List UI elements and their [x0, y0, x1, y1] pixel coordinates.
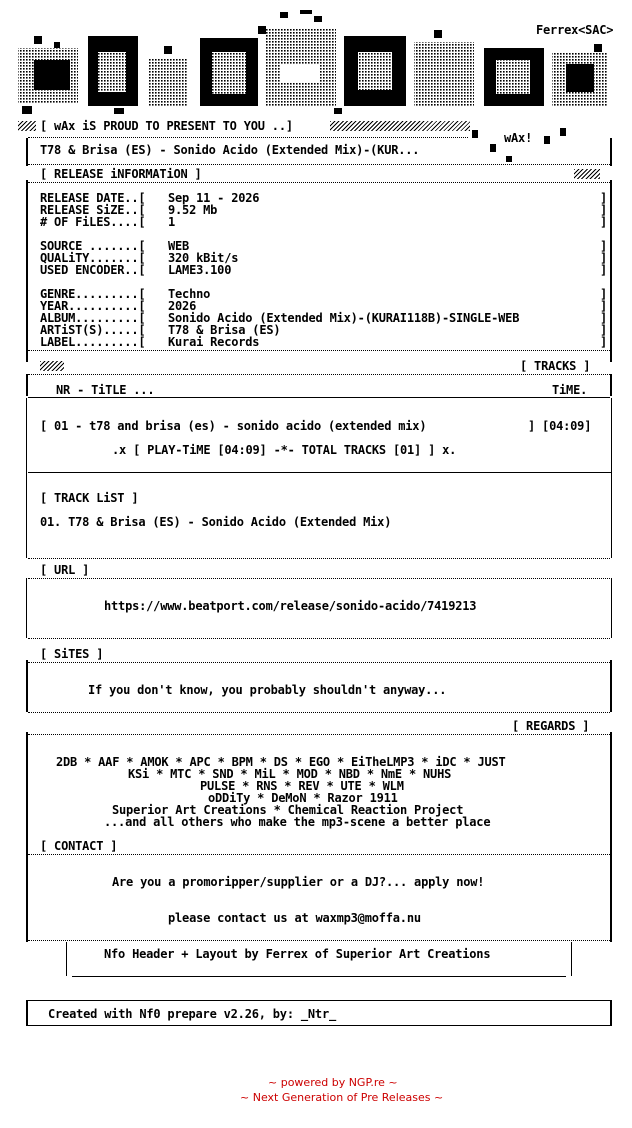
tagline: [ wAx iS PROUD TO PRESENT TO YOU ..]: [40, 119, 293, 133]
wax-tag: wAx!: [504, 131, 533, 145]
tracklist-box-right: [611, 472, 612, 558]
tagline-hatch-right: [330, 121, 470, 131]
info-label: QUALiTY.......[: [40, 251, 146, 265]
info-value: Techno: [168, 287, 211, 301]
contact-box-left: [26, 832, 28, 942]
title-box-bottom: [28, 164, 610, 165]
contact-box-top: [28, 854, 610, 855]
info-end: ]: [600, 239, 608, 253]
pixel-decor: [544, 136, 550, 144]
info-end: ]: [600, 311, 608, 325]
release-title: T78 & Brisa (ES) - Sonido Acido (Extended Mix)-(KUR...: [40, 143, 420, 157]
release-info-heading: [ RELEASE iNFORMATiON ]: [40, 167, 202, 181]
tracks-col-time: TiME.: [552, 383, 588, 397]
created-box-bottom: [28, 1025, 610, 1026]
info-label: RELEASE DATE..[: [40, 191, 146, 205]
info-value: 2026: [168, 299, 197, 313]
sites-box-right: [610, 660, 612, 712]
regards-line: oDDiTy * DeMoN * Razor 1911: [208, 791, 398, 805]
title-box-left: [26, 138, 28, 166]
tracklist-box-bottom: [28, 558, 610, 559]
tracks-colhead-right: [610, 374, 612, 396]
info-value: 320 kBit/s: [168, 251, 239, 265]
tracks-heading: [ TRACKS ]: [520, 359, 591, 373]
info-box-bottom: [28, 350, 610, 351]
info-end: ]: [600, 299, 608, 313]
info-box-top: [28, 182, 610, 183]
info-label: # OF FiLES....[: [40, 215, 146, 229]
contact-line1: Are you a promoripper/supplier or a DJ?... apply now!: [112, 875, 485, 889]
regards-line: KSi * MTC * SND * MiL * MOD * NBD * NmE * NUHS: [128, 767, 452, 781]
wax-ascii-logo: [14, 8, 614, 118]
info-label: YEAR..........[: [40, 299, 146, 313]
tracks-box-bottom: [28, 472, 612, 473]
info-end: ]: [600, 323, 608, 337]
url-box-left: [26, 578, 27, 638]
info-end: ]: [600, 203, 608, 217]
url-box-bottom: [28, 638, 610, 639]
tracklist-heading: [ TRACK LiST ]: [40, 491, 139, 505]
tracks-col-title: NR - TiTLE ...: [56, 383, 155, 397]
contact-heading: [ CONTACT ]: [40, 839, 118, 853]
tracks-box-right: [611, 398, 612, 472]
tracks-colhead-rule: [28, 397, 610, 398]
tracks-box-left: [26, 398, 27, 472]
ngp-tagline: ~ Next Generation of Pre Releases ~: [240, 1091, 444, 1104]
tracks-hatch: [40, 361, 64, 371]
tracks-heading-underline: [28, 374, 610, 375]
info-end: ]: [600, 215, 608, 229]
info-end: ]: [600, 335, 608, 349]
url-box-top: [28, 578, 610, 579]
info-label: ALBUM.........[: [40, 311, 146, 325]
pixel-decor: [560, 128, 566, 136]
track-row: [ 01 - t78 and brisa (es) - sonido acido (extended mix): [40, 419, 427, 433]
tracks-summary: .x [ PLAY-TiME [04:09] -*- TOTAL TRACKS [01] ] x.: [112, 443, 457, 457]
info-label: USED ENCODER..[: [40, 263, 146, 277]
powered-by[interactable]: ~ powered by NGP.re ~: [268, 1076, 398, 1089]
regards-line: Superior Art Creations * Chemical Reaction Project: [112, 803, 464, 817]
sites-box-top: [28, 662, 610, 663]
created-box-left: [26, 1000, 28, 1026]
title-box-top: [28, 137, 468, 138]
contact-box-bottom: [28, 940, 610, 941]
tracklist-box-left: [26, 472, 27, 558]
info-label: SOURCE .......[: [40, 239, 146, 253]
contact-email[interactable]: please contact us at waxmp3@moffa.nu: [168, 911, 421, 925]
sites-heading: [ SiTES ]: [40, 647, 104, 661]
pixel-decor: [472, 130, 478, 138]
pixel-decor: [490, 144, 496, 152]
contact-box-right: [610, 832, 612, 942]
layout-credit-bottom: [72, 976, 566, 977]
title-box-right: [610, 138, 612, 166]
regards-box-top: [28, 734, 610, 735]
info-label: GENRE.........[: [40, 287, 146, 301]
track-row-time: ] [04:09]: [528, 419, 592, 433]
regards-box-right: [610, 732, 612, 832]
info-value: 1: [168, 215, 176, 229]
tracklist-item: 01. T78 & Brisa (ES) - Sonido Acido (Extended Mix): [40, 515, 392, 529]
info-end: ]: [600, 191, 608, 205]
sites-box-bottom: [28, 712, 610, 713]
regards-heading: [ REGARDS ]: [512, 719, 590, 733]
info-end: ]: [600, 263, 608, 277]
tagline-hatch-left: [18, 121, 36, 131]
layout-credit-right: [571, 942, 572, 976]
url-box-right: [611, 578, 612, 638]
pixel-decor: [506, 156, 512, 162]
info-end: ]: [600, 287, 608, 301]
release-info-hatch: [574, 169, 600, 179]
created-with: Created with Nf0 prepare v2.26, by: _Ntr_: [48, 1007, 337, 1021]
info-end: ]: [600, 251, 608, 265]
info-value: Kurai Records: [168, 335, 260, 349]
regards-line: PULSE * RNS * REV * UTE * WLM: [200, 779, 404, 793]
info-value: T78 & Brisa (ES): [168, 323, 281, 337]
info-value: LAME3.100: [168, 263, 232, 277]
info-label: LABEL.........[: [40, 335, 146, 349]
info-value: WEB: [168, 239, 190, 253]
tracks-colhead-left: [26, 374, 28, 396]
sites-text: If you don't know, you probably shouldn't anyway...: [88, 683, 447, 697]
layout-credit-left: [66, 942, 67, 976]
regards-box-left: [26, 732, 28, 832]
info-box-left: [26, 180, 28, 362]
info-value: 9.52 Mb: [168, 203, 218, 217]
url-heading: [ URL ]: [40, 563, 90, 577]
info-label: ARTiST(S).....[: [40, 323, 146, 337]
created-box-right: [610, 1000, 612, 1026]
release-url[interactable]: https://www.beatport.com/release/sonido-acido/7419213: [104, 599, 477, 613]
layout-credit: Nfo Header + Layout by Ferrex of Superior Art Creations: [104, 947, 491, 961]
created-box-top: [28, 1000, 610, 1001]
info-box-right: [610, 180, 612, 362]
regards-line: ...and all others who make the mp3-scene a better place: [104, 815, 491, 829]
ferrex-credit: Ferrex<SAC>: [536, 23, 614, 37]
sites-box-left: [26, 660, 28, 712]
info-value: Sep 11 - 2026: [168, 191, 260, 205]
regards-line: 2DB * AAF * AMOK * APC * BPM * DS * EGO * EiTheLMP3 * iDC * JUST: [56, 755, 506, 769]
info-value: Sonido Acido (Extended Mix)-(KURAI118B)-SINGLE-WEB: [168, 311, 520, 325]
info-label: RELEASE SiZE..[: [40, 203, 146, 217]
